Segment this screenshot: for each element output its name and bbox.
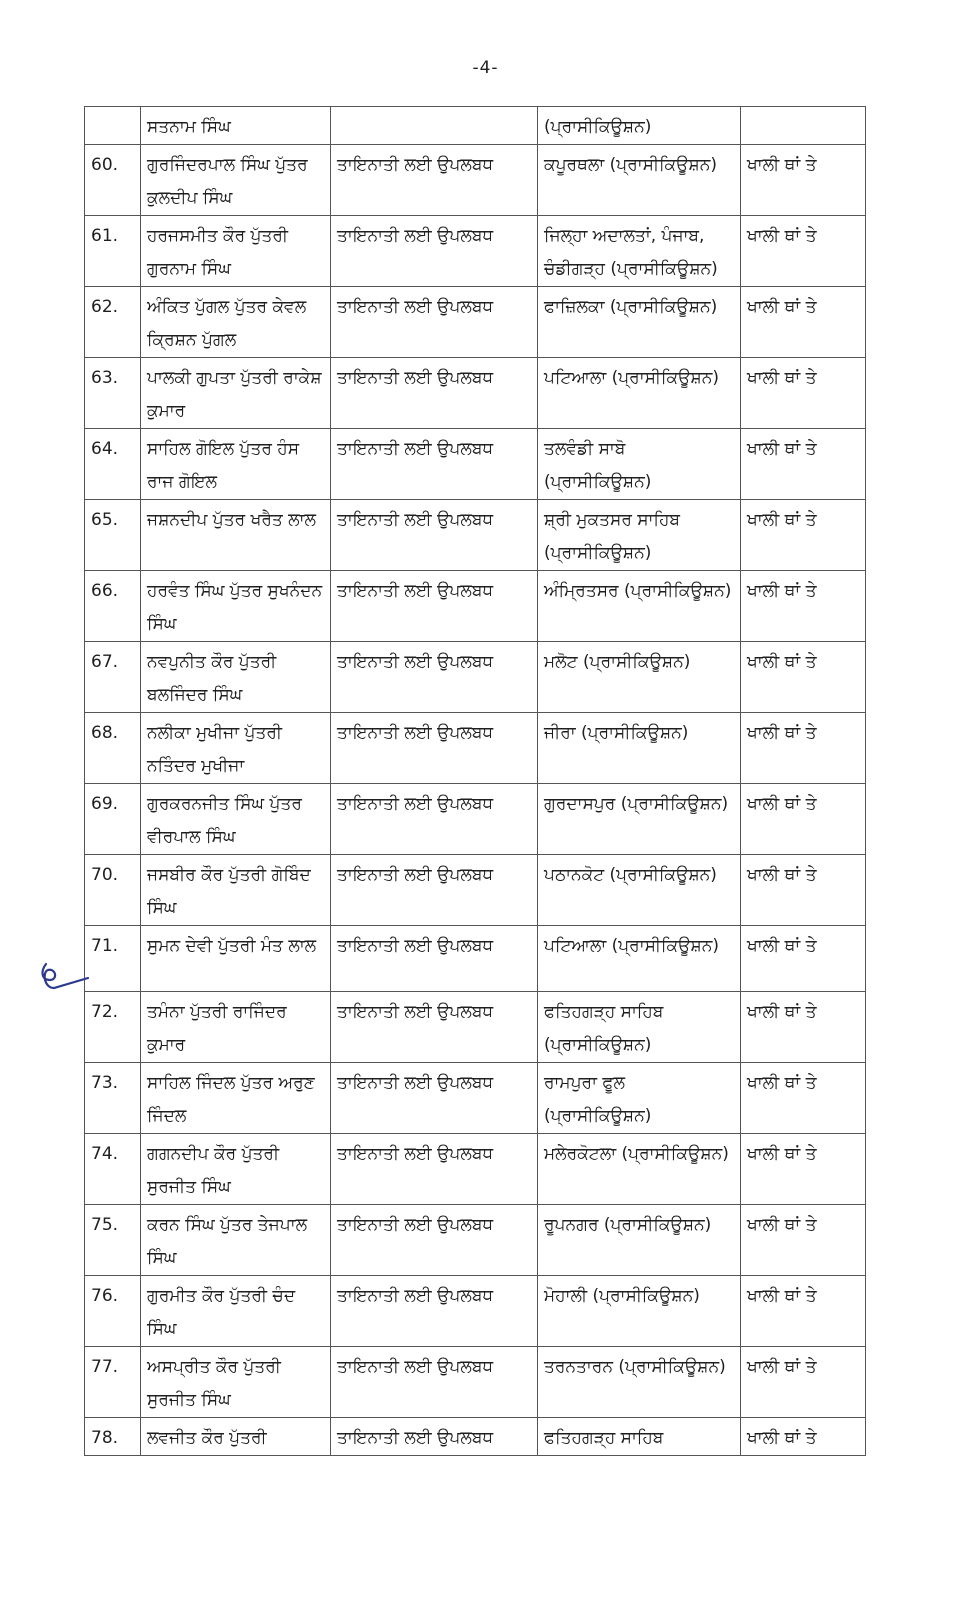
row-number: 70.	[85, 855, 141, 926]
posting-remark	[741, 107, 866, 145]
availability-status: ਤਾਇਨਾਤੀ ਲਈ ਉਪਲਬਧ	[331, 1347, 538, 1418]
posting-remark: ਖਾਲੀ ਥਾਂ ਤੇ	[741, 926, 866, 992]
availability-status: ਤਾਇਨਾਤੀ ਲਈ ਉਪਲਬਧ	[331, 500, 538, 571]
officer-name: ਸਾਹਿਲ ਜਿੰਦਲ ਪੁੱਤਰ ਅਰੁਣ ਜਿੰਦਲ	[141, 1063, 331, 1134]
table-row	[85, 107, 866, 145]
table-row	[85, 145, 866, 216]
table-row	[85, 1347, 866, 1418]
officer-name: ਲਵਜੀਤ ਕੌਰ ਪੁੱਤਰੀ	[141, 1418, 331, 1456]
officer-name: ਹਰਜਸਮੀਤ ਕੌਰ ਪੁੱਤਰੀ ਗੁਰਨਾਮ ਸਿੰਘ	[141, 216, 331, 287]
officer-name: ਕਰਨ ਸਿੰਘ ਪੁੱਤਰ ਤੇਜਪਾਲ ਸਿੰਘ	[141, 1205, 331, 1276]
posting-place: ਫਾਜ਼ਿਲਕਾ (ਪ੍ਰਾਸੀਕਿਊਸ਼ਨ)	[538, 287, 741, 358]
officer-name: ਅੰਕਿਤ ਪੁੱਗਲ ਪੁੱਤਰ ਕੇਵਲ ਕ੍ਰਿਸ਼ਨ ਪੁੱਗਲ	[141, 287, 331, 358]
posting-place: ਫਤਿਹਗੜ੍ਹ ਸਾਹਿਬ	[538, 1418, 741, 1456]
posting-remark: ਖਾਲੀ ਥਾਂ ਤੇ	[741, 1134, 866, 1205]
table-row	[85, 642, 866, 713]
posting-place: ਪਠਾਨਕੋਟ (ਪ੍ਰਾਸੀਕਿਊਸ਼ਨ)	[538, 855, 741, 926]
posting-table-body	[85, 107, 866, 1456]
officer-name: ਗੁਰਮੀਤ ਕੌਰ ਪੁੱਤਰੀ ਚੰਦ ਸਿੰਘ	[141, 1276, 331, 1347]
availability-status: ਤਾਇਨਾਤੀ ਲਈ ਉਪਲਬਧ	[331, 1134, 538, 1205]
officer-name: ਸੁਮਨ ਦੇਵੀ ਪੁੱਤਰੀ ਮੰਤ ਲਾਲ	[141, 926, 331, 992]
row-number: 64.	[85, 429, 141, 500]
posting-remark: ਖਾਲੀ ਥਾਂ ਤੇ	[741, 1347, 866, 1418]
row-number: 68.	[85, 713, 141, 784]
row-number: 75.	[85, 1205, 141, 1276]
officer-name: ਜਸ਼ਨਦੀਪ ਪੁੱਤਰ ਖਰੈਤ ਲਾਲ	[141, 500, 331, 571]
row-number: 60.	[85, 145, 141, 216]
posting-remark: ਖਾਲੀ ਥਾਂ ਤੇ	[741, 713, 866, 784]
officer-name: ਤਮੰਨਾ ਪੁੱਤਰੀ ਰਾਜਿੰਦਰ ਕੁਮਾਰ	[141, 992, 331, 1063]
posting-place: ਰਾਮਪੁਰਾ ਫੂਲ (ਪ੍ਰਾਸੀਕਿਊਸ਼ਨ)	[538, 1063, 741, 1134]
row-number: 73.	[85, 1063, 141, 1134]
availability-status: ਤਾਇਨਾਤੀ ਲਈ ਉਪਲਬਧ	[331, 642, 538, 713]
posting-remark: ਖਾਲੀ ਥਾਂ ਤੇ	[741, 500, 866, 571]
officer-name: ਸਾਹਿਲ ਗੋਇਲ ਪੁੱਤਰ ਹੰਸ ਰਾਜ ਗੋਇਲ	[141, 429, 331, 500]
table-row	[85, 926, 866, 992]
posting-place: ਸ਼੍ਰੀ ਮੁਕਤਸਰ ਸਾਹਿਬ (ਪ੍ਰਾਸੀਕਿਊਸ਼ਨ)	[538, 500, 741, 571]
posting-place: ਪਟਿਆਲਾ (ਪ੍ਰਾਸੀਕਿਊਸ਼ਨ)	[538, 358, 741, 429]
row-number: 77.	[85, 1347, 141, 1418]
row-number: 74.	[85, 1134, 141, 1205]
availability-status: ਤਾਇਨਾਤੀ ਲਈ ਉਪਲਬਧ	[331, 1418, 538, 1456]
officer-name: ਨਵਪੁਨੀਤ ਕੌਰ ਪੁੱਤਰੀ ਬਲਜਿੰਦਰ ਸਿੰਘ	[141, 642, 331, 713]
availability-status: ਤਾਇਨਾਤੀ ਲਈ ਉਪਲਬਧ	[331, 358, 538, 429]
availability-status: ਤਾਇਨਾਤੀ ਲਈ ਉਪਲਬਧ	[331, 287, 538, 358]
table-row	[85, 287, 866, 358]
posting-place: ਕਪੂਰਥਲਾ (ਪ੍ਰਾਸੀਕਿਊਸ਼ਨ)	[538, 145, 741, 216]
posting-place: ਤਰਨਤਾਰਨ (ਪ੍ਰਾਸੀਕਿਊਸ਼ਨ)	[538, 1347, 741, 1418]
posting-remark: ਖਾਲੀ ਥਾਂ ਤੇ	[741, 642, 866, 713]
posting-remark: ਖਾਲੀ ਥਾਂ ਤੇ	[741, 429, 866, 500]
posting-remark: ਖਾਲੀ ਥਾਂ ਤੇ	[741, 145, 866, 216]
posting-remark: ਖਾਲੀ ਥਾਂ ਤੇ	[741, 287, 866, 358]
posting-place: (ਪ੍ਰਾਸੀਕਿਊਸ਼ਨ)	[538, 107, 741, 145]
officer-name: ਗੁਰਜਿੰਦਰਪਾਲ ਸਿੰਘ ਪੁੱਤਰ ਕੁਲਦੀਪ ਸਿੰਘ	[141, 145, 331, 216]
availability-status: ਤਾਇਨਾਤੀ ਲਈ ਉਪਲਬਧ	[331, 926, 538, 992]
table-row	[85, 1205, 866, 1276]
availability-status: ਤਾਇਨਾਤੀ ਲਈ ਉਪਲਬਧ	[331, 145, 538, 216]
availability-status: ਤਾਇਨਾਤੀ ਲਈ ਉਪਲਬਧ	[331, 713, 538, 784]
availability-status: ਤਾਇਨਾਤੀ ਲਈ ਉਪਲਬਧ	[331, 1205, 538, 1276]
row-number: 76.	[85, 1276, 141, 1347]
posting-remark: ਖਾਲੀ ਥਾਂ ਤੇ	[741, 855, 866, 926]
posting-place: ਮੋਹਾਲੀ (ਪ੍ਰਾਸੀਕਿਊਸ਼ਨ)	[538, 1276, 741, 1347]
availability-status: ਤਾਇਨਾਤੀ ਲਈ ਉਪਲਬਧ	[331, 429, 538, 500]
availability-status: ਤਾਇਨਾਤੀ ਲਈ ਉਪਲਬਧ	[331, 216, 538, 287]
row-number: 63.	[85, 358, 141, 429]
officer-name: ਪਾਲਕੀ ਗੁਪਤਾ ਪੁੱਤਰੀ ਰਾਕੇਸ਼ ਕੁਮਾਰ	[141, 358, 331, 429]
row-number: 78.	[85, 1418, 141, 1456]
posting-remark: ਖਾਲੀ ਥਾਂ ਤੇ	[741, 1063, 866, 1134]
table-row	[85, 500, 866, 571]
table-row	[85, 216, 866, 287]
posting-place: ਅੰਮ੍ਰਿਤਸਰ (ਪ੍ਰਾਸੀਕਿਊਸ਼ਨ)	[538, 571, 741, 642]
posting-place: ਫਤਿਹਗੜ੍ਹ ਸਾਹਿਬ (ਪ੍ਰਾਸੀਕਿਊਸ਼ਨ)	[538, 992, 741, 1063]
posting-remark: ਖਾਲੀ ਥਾਂ ਤੇ	[741, 1205, 866, 1276]
row-number: 62.	[85, 287, 141, 358]
availability-status: ਤਾਇਨਾਤੀ ਲਈ ਉਪਲਬਧ	[331, 784, 538, 855]
row-number: 66.	[85, 571, 141, 642]
availability-status: ਤਾਇਨਾਤੀ ਲਈ ਉਪਲਬਧ	[331, 992, 538, 1063]
table-row	[85, 571, 866, 642]
page-number: -4-	[472, 58, 499, 78]
posting-place: ਤਲਵੰਡੀ ਸਾਬੋ (ਪ੍ਰਾਸੀਕਿਊਸ਼ਨ)	[538, 429, 741, 500]
table-row	[85, 358, 866, 429]
officer-name: ਹਰਵੰਤ ਸਿੰਘ ਪੁੱਤਰ ਸੁਖਨੰਦਨ ਸਿੰਘ	[141, 571, 331, 642]
table-row	[85, 992, 866, 1063]
posting-table	[84, 106, 866, 1456]
posting-place: ਜਿਲ੍ਹਾ ਅਦਾਲਤਾਂ, ਪੰਜਾਬ, ਚੰਡੀਗੜ੍ਹ (ਪ੍ਰਾਸੀਕਿਊਸ਼ਨ)	[538, 216, 741, 287]
table-row	[85, 855, 866, 926]
availability-status: ਤਾਇਨਾਤੀ ਲਈ ਉਪਲਬਧ	[331, 855, 538, 926]
posting-remark: ਖਾਲੀ ਥਾਂ ਤੇ	[741, 784, 866, 855]
row-number: 65.	[85, 500, 141, 571]
table-row	[85, 1134, 866, 1205]
table-row	[85, 713, 866, 784]
table-row	[85, 1418, 866, 1456]
availability-status: ਤਾਇਨਾਤੀ ਲਈ ਉਪਲਬਧ	[331, 1063, 538, 1134]
availability-status: ਤਾਇਨਾਤੀ ਲਈ ਉਪਲਬਧ	[331, 571, 538, 642]
row-number: 67.	[85, 642, 141, 713]
officer-name: ਨਲੀਕਾ ਮੁਖੀਜਾ ਪੁੱਤਰੀ ਨਤਿੰਦਰ ਮੁਖੀਜਾ	[141, 713, 331, 784]
row-number: 69.	[85, 784, 141, 855]
row-number	[85, 107, 141, 145]
posting-place: ਪਟਿਆਲਾ (ਪ੍ਰਾਸੀਕਿਊਸ਼ਨ)	[538, 926, 741, 992]
posting-remark: ਖਾਲੀ ਥਾਂ ਤੇ	[741, 216, 866, 287]
officer-name: ਅਸਪ੍ਰੀਤ ਕੌਰ ਪੁੱਤਰੀ ਸੁਰਜੀਤ ਸਿੰਘ	[141, 1347, 331, 1418]
handwritten-tick-mark	[36, 958, 96, 998]
posting-remark: ਖਾਲੀ ਥਾਂ ਤੇ	[741, 1418, 866, 1456]
table-row	[85, 784, 866, 855]
posting-remark: ਖਾਲੀ ਥਾਂ ਤੇ	[741, 992, 866, 1063]
table-row	[85, 429, 866, 500]
posting-remark: ਖਾਲੀ ਥਾਂ ਤੇ	[741, 358, 866, 429]
posting-remark: ਖਾਲੀ ਥਾਂ ਤੇ	[741, 571, 866, 642]
posting-remark: ਖਾਲੀ ਥਾਂ ਤੇ	[741, 1276, 866, 1347]
availability-status: ਤਾਇਨਾਤੀ ਲਈ ਉਪਲਬਧ	[331, 1276, 538, 1347]
row-number: 72.	[85, 992, 141, 1063]
officer-name: ਜਸਬੀਰ ਕੌਰ ਪੁੱਤਰੀ ਗੋਬਿੰਦ ਸਿੰਘ	[141, 855, 331, 926]
posting-place: ਗੁਰਦਾਸਪੁਰ (ਪ੍ਰਾਸੀਕਿਊਸ਼ਨ)	[538, 784, 741, 855]
table-row	[85, 1063, 866, 1134]
officer-name: ਸਤਨਾਮ ਸਿੰਘ	[141, 107, 331, 145]
row-number: 61.	[85, 216, 141, 287]
posting-place: ਰੂਪਨਗਰ (ਪ੍ਰਾਸੀਕਿਊਸ਼ਨ)	[538, 1205, 741, 1276]
posting-place: ਜੀਰਾ (ਪ੍ਰਾਸੀਕਿਊਸ਼ਨ)	[538, 713, 741, 784]
posting-place: ਮਲੇਰਕੋਟਲਾ (ਪ੍ਰਾਸੀਕਿਊਸ਼ਨ)	[538, 1134, 741, 1205]
posting-place: ਮਲੋਟ (ਪ੍ਰਾਸੀਕਿਊਸ਼ਨ)	[538, 642, 741, 713]
row-number: 71.	[85, 926, 141, 992]
officer-name: ਗੁਰਕਰਨਜੀਤ ਸਿੰਘ ਪੁੱਤਰ ਵੀਰਪਾਲ ਸਿੰਘ	[141, 784, 331, 855]
availability-status	[331, 107, 538, 145]
officer-name: ਗਗਨਦੀਪ ਕੌਰ ਪੁੱਤਰੀ ਸੁਰਜੀਤ ਸਿੰਘ	[141, 1134, 331, 1205]
table-row	[85, 1276, 866, 1347]
